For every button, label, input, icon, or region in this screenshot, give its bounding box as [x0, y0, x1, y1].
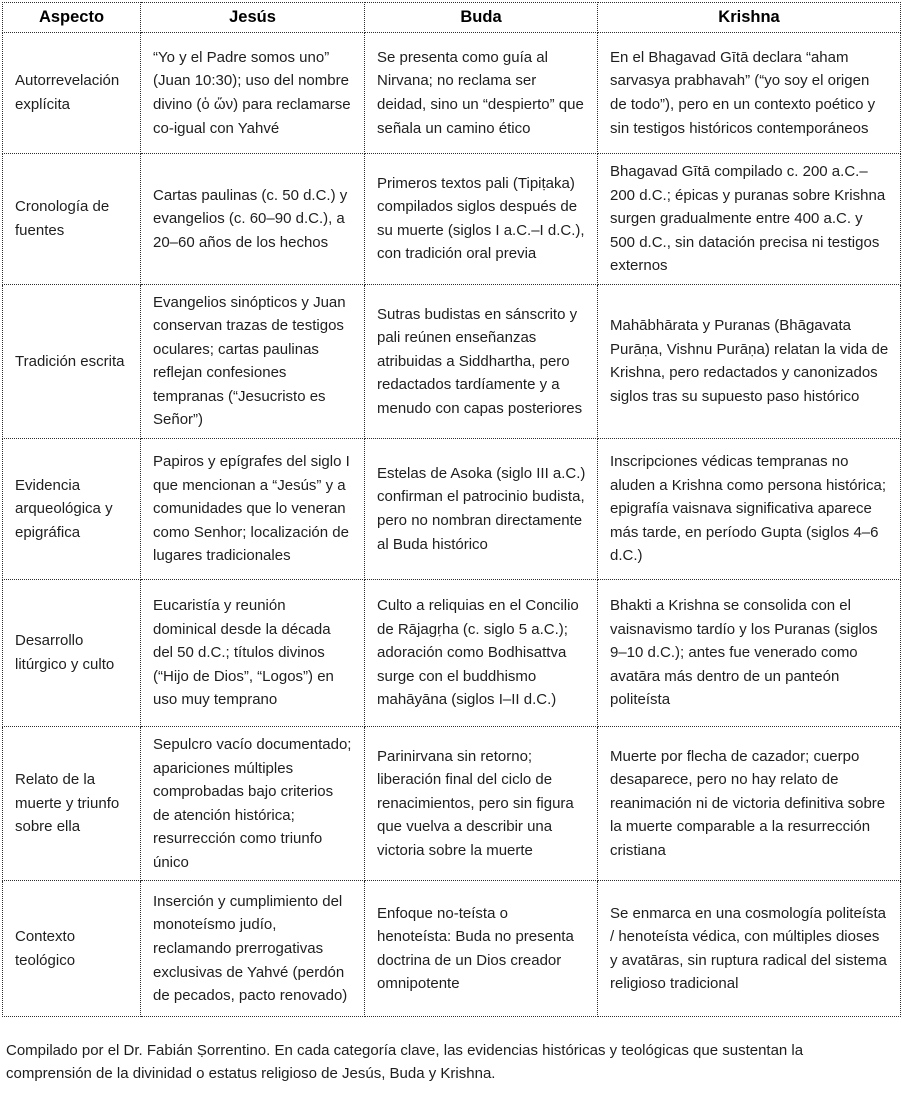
table-header: [3, 3, 901, 33]
cell-krishna: Inscripciones védicas tempranas no aluden a Krishna como persona histórica; epigrafía vaisnava significativa aparece más tarde, en período Gupta (siglos 4–6 d.C.): [598, 439, 901, 580]
cell-buda: Parinirvana sin retorno; liberación final del ciclo de renacimientos, pero sin figura que vuelva a describir una victoria sobre la muerte: [365, 727, 598, 881]
cell-aspecto: Desarrollo litúrgico y culto: [3, 580, 141, 727]
cell-aspecto: Contexto teológico: [3, 881, 141, 1017]
table-row: [3, 580, 901, 727]
cell-buda: Sutras budistas en sánscrito y pali reúnen enseñanzas atribuidas a Siddhartha, pero redactados tardíamente y a menudo con capas posteriores: [365, 284, 598, 438]
cell-aspecto: Relato de la muerte y triunfo sobre ella: [3, 727, 141, 881]
cell-jesus: “Yo y el Padre somos uno” (Juan 10:30); uso del nombre divino (ὁ ὤν) para reclamarse co-igual con Yahvé: [141, 33, 365, 154]
table-row: [3, 154, 901, 285]
table-row: [3, 33, 901, 154]
cell-jesus: Sepulcro vacío documentado; apariciones múltiples comprobadas bajo criterios de atención histórica; resurrección como triunfo único: [141, 727, 365, 881]
col-header-aspecto: Aspecto: [3, 3, 141, 33]
cell-krishna: Bhakti a Krishna se consolida con el vaisnavismo tardío y los Puranas (siglos 9–10 d.C.); antes fue venerado como avatāra más dentro de un panteón politeísta: [598, 580, 901, 727]
cell-krishna: Muerte por flecha de cazador; cuerpo desaparece, pero no hay relato de reanimación ni de victoria definitiva sobre la muerte comparable a la resurrección cristiana: [598, 727, 901, 881]
table-row: [3, 881, 901, 1017]
cell-buda: Estelas de Asoka (siglo III a.C.) confirman el patrocinio budista, pero no nombran directamente al Buda histórico: [365, 439, 598, 580]
table-row: [3, 439, 901, 580]
cell-aspecto: Tradición escrita: [3, 284, 141, 438]
cell-jesus: Eucaristía y reunión dominical desde la década del 50 d.C.; títulos divinos (“Hijo de Dios”, “Logos”) en uso muy temprano: [141, 580, 365, 727]
col-header-jesus: Jesús: [141, 3, 365, 33]
cell-aspecto: Autorrevelación explícita: [3, 33, 141, 154]
col-header-krishna: Krishna: [598, 3, 901, 33]
cell-buda: Se presenta como guía al Nirvana; no reclama ser deidad, sino un “despierto” que señala un camino ético: [365, 33, 598, 154]
cell-krishna: Mahābhārata y Puranas (Bhāgavata Purāṇa, Vishnu Purāṇa) relatan la vida de Krishna, pero redactados y canonizados siglos tras su supuesto paso histórico: [598, 284, 901, 438]
cell-jesus: Inserción y cumplimiento del monoteísmo judío, reclamando prerrogativas exclusivas de Yahvé (perdón de pecados, pacto renovado): [141, 881, 365, 1017]
cell-jesus: Papiros y epígrafes del siglo I que mencionan a “Jesús” y a comunidades que lo veneran como Senhor; localización de lugares tradicionales: [141, 439, 365, 580]
cell-jesus: Cartas paulinas (c. 50 d.C.) y evangelios (c. 60–90 d.C.), a 20–60 años de los hechos: [141, 154, 365, 285]
col-header-buda: Buda: [365, 3, 598, 33]
cell-krishna: Se enmarca en una cosmología politeísta / henoteísta védica, con múltiples dioses y avatāras, sin ruptura radical del sistema religioso tradicional: [598, 881, 901, 1017]
table-row: [3, 727, 901, 881]
table-body: [3, 33, 901, 1017]
table-row: [3, 284, 901, 438]
cell-buda: Primeros textos pali (Tipiṭaka) compilados siglos después de su muerte (siglos I a.C.–I d.C.), con tradición oral previa: [365, 154, 598, 285]
header-row: [3, 3, 901, 33]
cell-krishna: En el Bhagavad Gītā declara “aham sarvasya prabhavah” (“yo soy el origen de todo”), pero en un contexto poético y sin testigos históricos contemporáneos: [598, 33, 901, 154]
comparison-table: [2, 2, 901, 1017]
compiler-footnote: Compilado por el Dr. Fabián Ṣorrentino. En cada categoría clave, las evidencias históricas y teológicas que sustentan la comprensión de la divinidad o estatus religioso de Jesús, Buda y Krishna.: [6, 1042, 804, 1082]
cell-buda: Enfoque no-teísta o henoteísta: Buda no presenta doctrina de un Dios creador omnipotente: [365, 881, 598, 1017]
cell-krishna: Bhagavad Gītā compilado c. 200 a.C.–200 d.C.; épicas y puranas sobre Krishna surgen gradualmente entre 400 a.C. y 500 d.C., sin datación precisa ni testigos externos: [598, 154, 901, 285]
cell-aspecto: Evidencia arqueológica y epigráfica: [3, 439, 141, 580]
cell-jesus: Evangelios sinópticos y Juan conservan trazas de testigos oculares; cartas paulinas reflejan confesiones tempranas (“Jesucristo es Señor”): [141, 284, 365, 438]
cell-aspecto: Cronología de fuentes: [3, 154, 141, 285]
cell-buda: Culto a reliquias en el Concilio de Rājagṛha (c. siglo 5 a.C.); adoración como Bodhisattva surge con el buddhismo mahāyāna (siglos I–II d.C.): [365, 580, 598, 727]
